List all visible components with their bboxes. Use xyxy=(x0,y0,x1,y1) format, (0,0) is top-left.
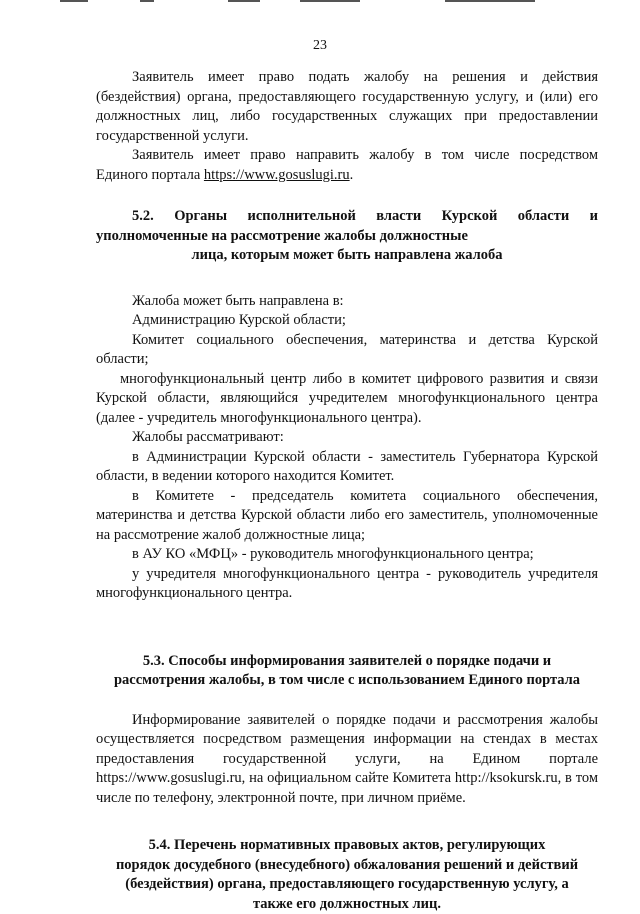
section-5-3-paragraph: Информирование заявителей о порядке подачи и рассмотрения жалобы осуществляется посредством размещения информации на стендах в местах предоставления государственной услуги, на Едином портале https://www.gosuslugi.ru, на официальном сайте Комитета http://ksokursk.ru, в том числе по телефону, электронной почте, при личном приёме. xyxy=(96,711,598,809)
scan-artifact xyxy=(60,0,88,2)
section-5-2-heading-line-1: 5.2. Органы исполнительной власти Курской области и xyxy=(96,207,598,227)
recipient-committee: Комитет социального обеспечения, материнства и детства Курской области; xyxy=(96,331,598,370)
section-5-2-heading-line-3: лица, которым может быть направлена жалоба xyxy=(96,246,598,266)
intro-p2-text: Заявитель имеет право направить жалобу в том числе посредством Единого портала xyxy=(96,147,598,183)
section-5-4-heading-line-4: также его должностных лиц. xyxy=(96,895,598,914)
document-body xyxy=(96,68,598,914)
section-5-4-heading-line-3: (бездействия) органа, предоставляющего государственную услугу, а xyxy=(96,875,598,895)
intro-p2-end: . xyxy=(350,167,354,183)
scan-artifact xyxy=(445,0,535,2)
reviewer-mfc-founder: у учредителя многофункционального центра - руководитель учредителя многофункционального центра. xyxy=(96,565,598,604)
recipient-mfc: многофункциональный центр либо в комитет цифрового развития и связи Курской области, являющийся учредителем многофункционального центра (далее - учредитель многофункционального центра). xyxy=(96,370,598,429)
scan-artifact xyxy=(140,0,154,2)
intro-paragraph-1: Заявитель имеет право подать жалобу на решения и действия (бездействия) органа, предоставляющего государственную услугу, и (или) его должностных лиц, либо государственных служащих при предоставлении государственной услуги. xyxy=(96,68,598,146)
section-5-4-heading-line-1: 5.4. Перечень нормативных правовых актов, регулирующих xyxy=(96,836,598,856)
complaint-recipients-intro: Жалоба может быть направлена в: xyxy=(96,292,598,312)
section-5-3-heading-line-2: рассмотрения жалобы, в том числе с использованием Единого портала xyxy=(96,671,598,691)
intro-paragraph-2 xyxy=(96,146,598,185)
reviewer-administration: в Администрации Курской области - заместитель Губернатора Курской области, в ведении которого находится Комитет. xyxy=(96,448,598,487)
scan-artifact xyxy=(228,0,260,2)
section-5-2-heading xyxy=(96,207,598,266)
section-5-4-heading-line-2: порядок досудебного (внесудебного) обжалования решений и действий xyxy=(96,856,598,876)
scan-artifact xyxy=(300,0,360,2)
section-5-3-heading-line-1: 5.3. Способы информирования заявителей о порядке подачи и xyxy=(96,652,598,672)
page-number: 23 xyxy=(0,38,640,54)
section-5-2-heading-line-2: уполномоченные на рассмотрение жалобы должностные xyxy=(96,227,598,247)
gosuslugi-link[interactable]: https://www.gosuslugi.ru xyxy=(204,167,350,183)
reviewer-mfc: в АУ КО «МФЦ» - руководитель многофункционального центра; xyxy=(96,545,598,565)
reviewer-committee: в Комитете - председатель комитета социального обеспечения, материнства и детства Курской области либо его заместитель, уполномоченные на рассмотрение жалоб должностные лица; xyxy=(96,487,598,546)
recipient-administration: Администрацию Курской области; xyxy=(96,311,598,331)
reviewers-intro: Жалобы рассматривают: xyxy=(96,428,598,448)
section-5-4-heading xyxy=(96,836,598,914)
section-5-3-heading xyxy=(96,652,598,691)
